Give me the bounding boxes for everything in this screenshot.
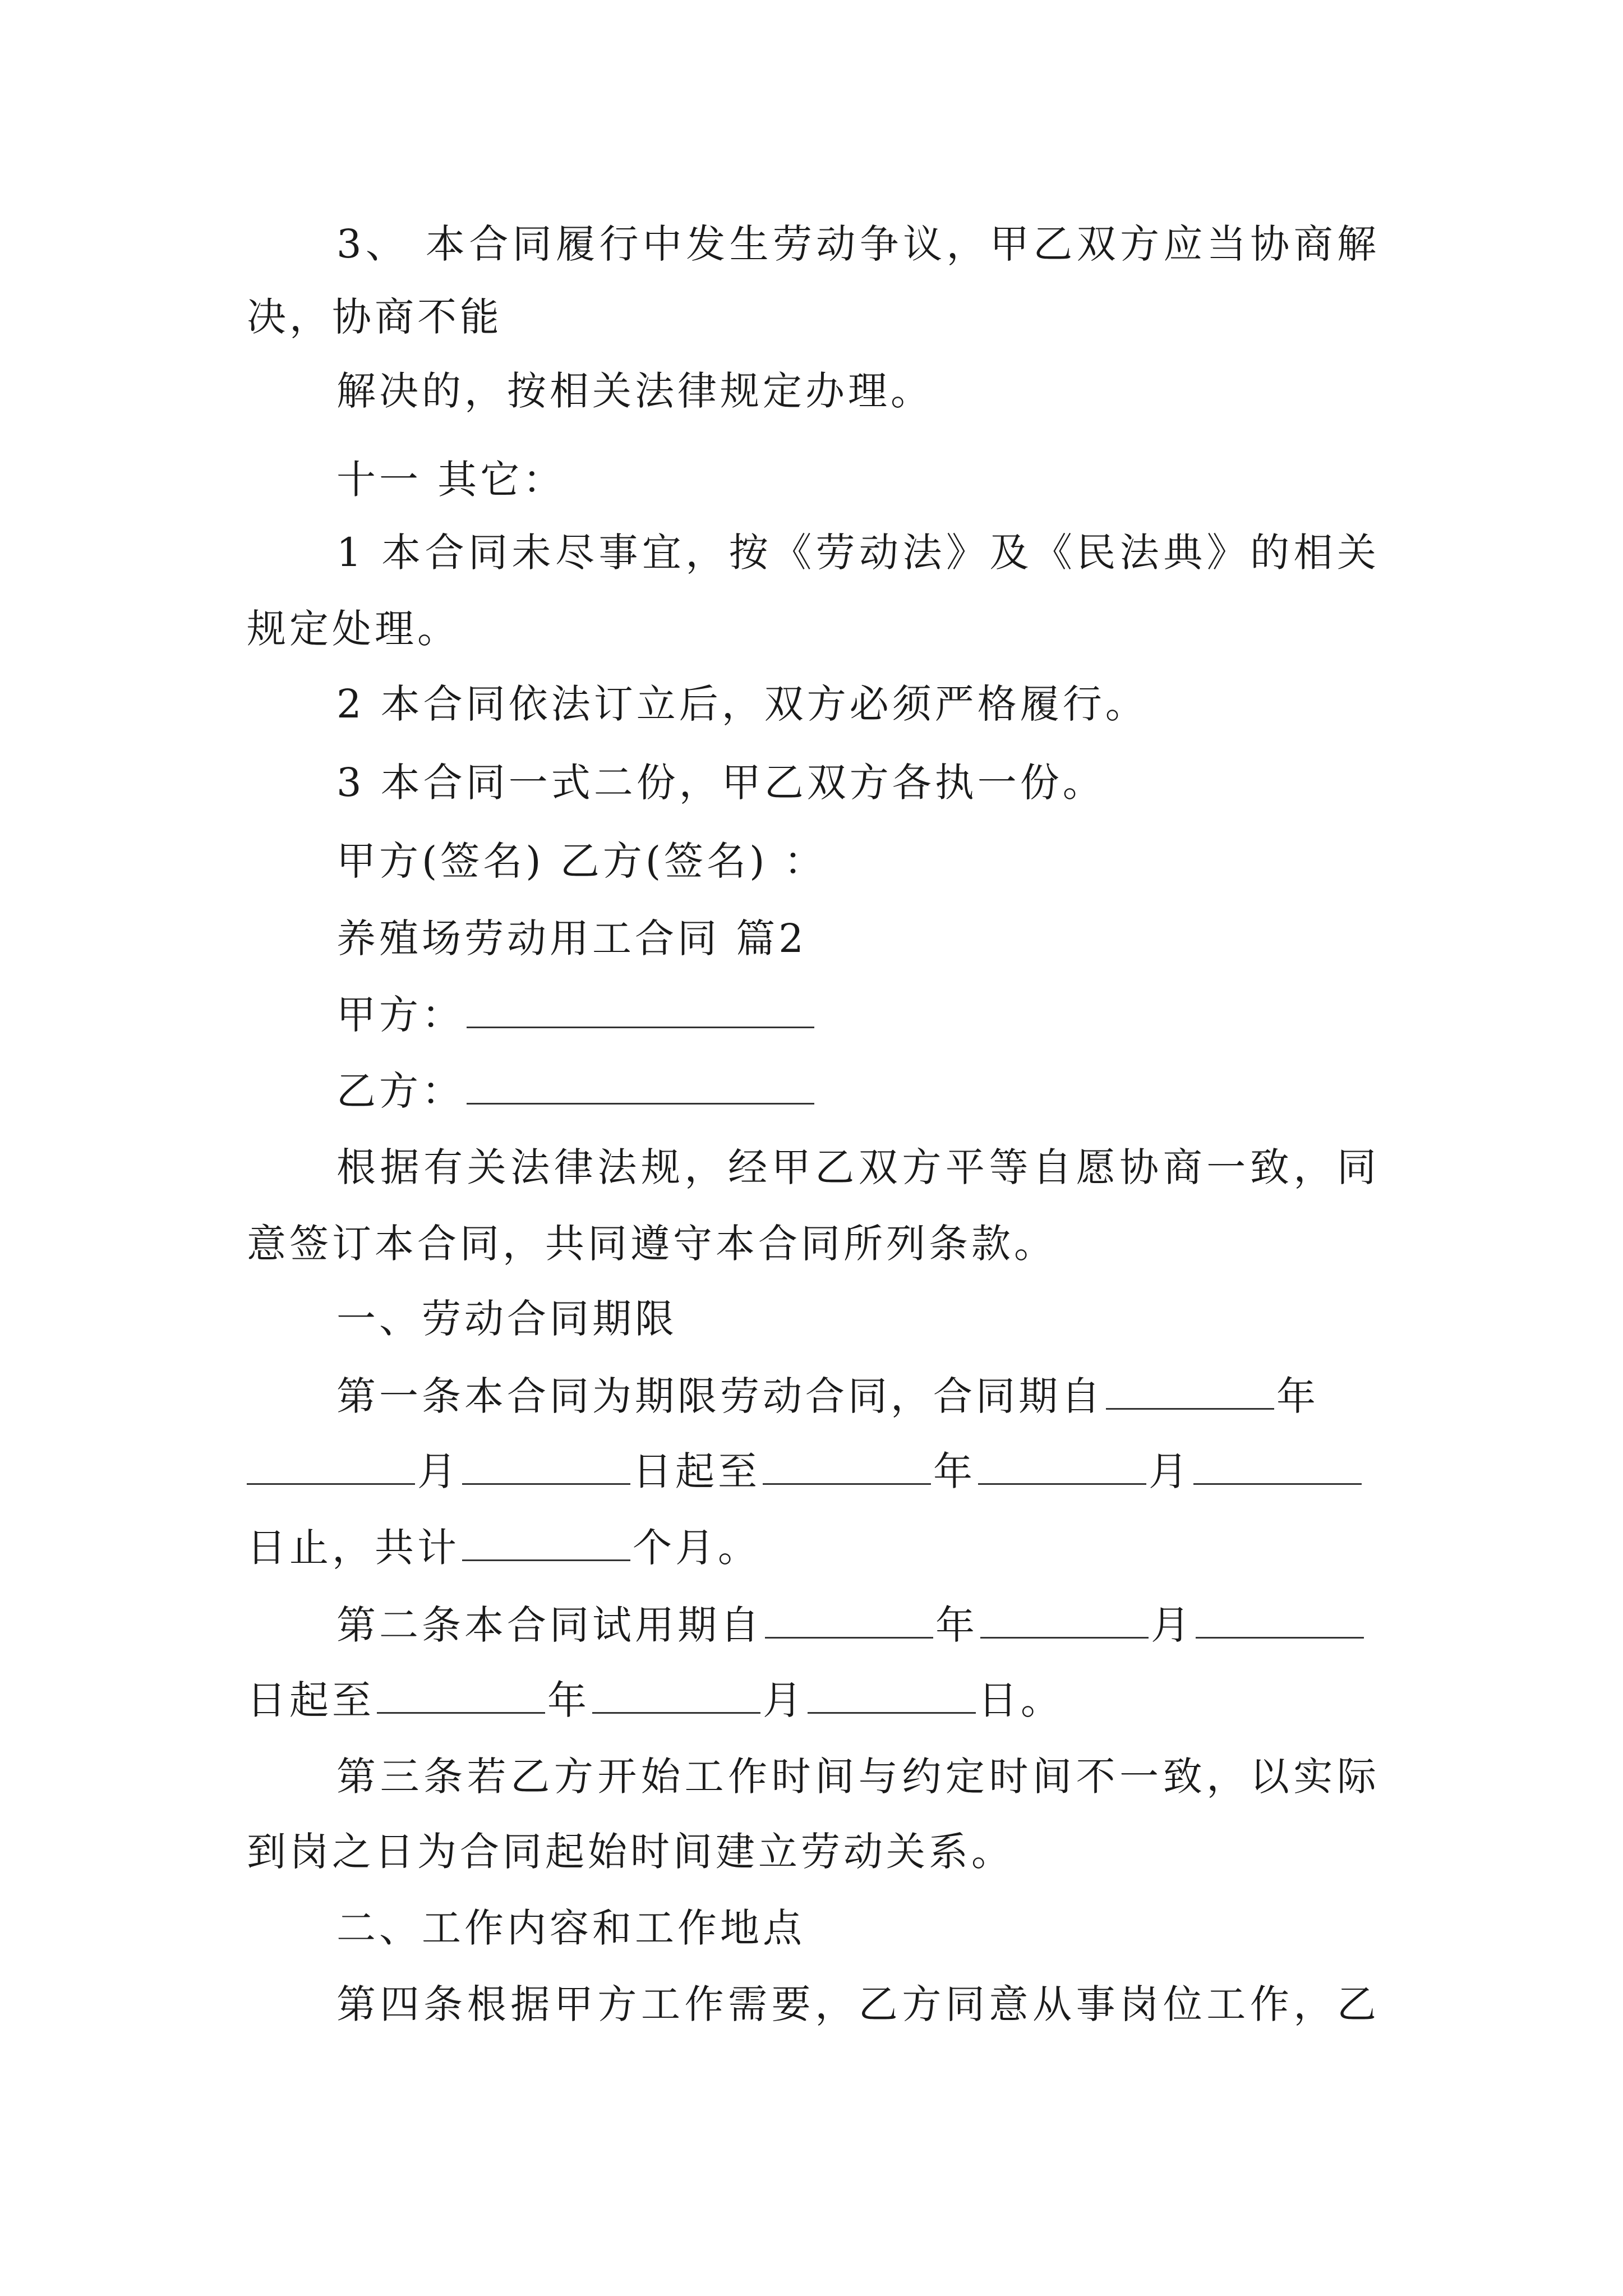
paragraph-line: 第三条若乙方开始工作时间与约定时间不一致，以实际 bbox=[336, 1754, 1380, 1800]
party-a-blank[interactable] bbox=[467, 992, 814, 1028]
month-label: 月 bbox=[763, 1677, 805, 1723]
party-a-label: 甲方： bbox=[336, 992, 464, 1038]
start-month-blank[interactable] bbox=[247, 1448, 415, 1485]
paragraph-line: 到岗之日为合同起始时间建立劳动关系。 bbox=[247, 1829, 1014, 1875]
trial-start-month-blank[interactable] bbox=[980, 1602, 1149, 1639]
article-1-line bbox=[247, 1446, 1364, 1497]
year-label: 年 bbox=[1276, 1373, 1319, 1419]
contract-title: 养殖场劳动用工合同 篇2 bbox=[336, 915, 807, 961]
party-b-row bbox=[336, 1066, 817, 1116]
section-heading: 二、工作内容和工作地点 bbox=[336, 1905, 805, 1951]
day-from-label: 日起至 bbox=[247, 1677, 375, 1723]
article-1-line bbox=[336, 1371, 1319, 1421]
day-end-label: 日。 bbox=[978, 1677, 1063, 1723]
paragraph-line: 1 本合同未尽事宜，按《劳动法》及《民法典》的相关 bbox=[336, 530, 1380, 576]
year-label: 年 bbox=[547, 1677, 590, 1723]
trial-end-month-blank[interactable] bbox=[592, 1677, 760, 1714]
year-label: 年 bbox=[933, 1448, 976, 1494]
signature-line: 甲方(签名) 乙方(签名) ： bbox=[336, 838, 827, 884]
trial-start-year-blank[interactable] bbox=[765, 1602, 933, 1639]
month-label: 月 bbox=[1149, 1448, 1191, 1494]
trial-end-year-blank[interactable] bbox=[377, 1677, 545, 1714]
trial-start-day-blank[interactable] bbox=[1196, 1602, 1364, 1639]
paragraph-line: 根据有关法律法规，经甲乙双方平等自愿协商一致，同 bbox=[336, 1144, 1380, 1190]
year-label: 年 bbox=[935, 1602, 978, 1648]
end-year-blank[interactable] bbox=[763, 1448, 931, 1485]
day-from-label: 日起至 bbox=[633, 1448, 760, 1494]
total-months-blank[interactable] bbox=[462, 1525, 630, 1561]
article-1-line bbox=[247, 1522, 760, 1573]
party-b-label: 乙方： bbox=[336, 1068, 464, 1114]
party-a-row bbox=[336, 990, 817, 1040]
section-heading: 十一 其它： bbox=[336, 457, 566, 503]
article-2-line bbox=[247, 1675, 1063, 1726]
article-2-text: 第二条本合同试用期自 bbox=[336, 1602, 763, 1648]
months-label: 个月。 bbox=[633, 1525, 760, 1571]
paragraph-line: 规定处理。 bbox=[247, 606, 460, 652]
paragraph-line: 3、 本合同履行中发生劳动争议，甲乙双方应当协商解 bbox=[336, 221, 1380, 267]
paragraph-line: 解决的，按相关法律规定办理。 bbox=[336, 368, 933, 414]
month-label: 月 bbox=[417, 1448, 460, 1494]
article-2-line bbox=[336, 1600, 1366, 1650]
article-1-text: 第一条本合同为期限劳动合同，合同期自 bbox=[336, 1373, 1104, 1419]
trial-end-day-blank[interactable] bbox=[808, 1677, 976, 1714]
section-heading: 一、劳动合同期限 bbox=[336, 1296, 677, 1342]
day-end-label: 日止，共计 bbox=[247, 1525, 460, 1571]
paragraph-line: 第四条根据甲方工作需要，乙方同意从事岗位工作，乙 bbox=[336, 1981, 1380, 2027]
party-b-blank[interactable] bbox=[467, 1068, 814, 1105]
end-day-blank[interactable] bbox=[1193, 1448, 1362, 1485]
paragraph-line: 2 本合同依法订立后，双方必须严格履行。 bbox=[336, 681, 1148, 727]
end-month-blank[interactable] bbox=[978, 1448, 1146, 1485]
month-label: 月 bbox=[1151, 1602, 1193, 1648]
paragraph-line: 意签订本合同，共同遵守本合同所列条款。 bbox=[247, 1221, 1057, 1267]
paragraph-line: 3 本合同一式二份，甲乙双方各执一份。 bbox=[336, 760, 1105, 806]
paragraph-line: 决，协商不能 bbox=[247, 294, 502, 340]
start-year-blank[interactable] bbox=[1106, 1373, 1274, 1410]
start-day-blank[interactable] bbox=[462, 1448, 630, 1485]
